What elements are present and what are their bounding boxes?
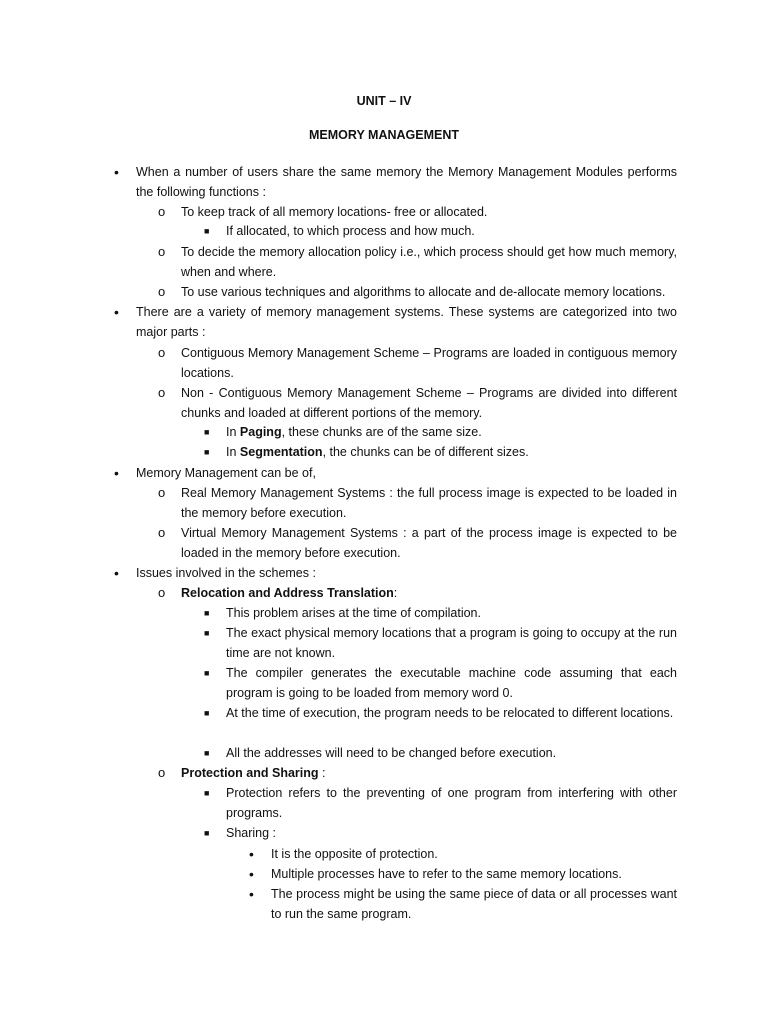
bullet-circle-icon: o bbox=[158, 485, 166, 500]
list-item-level3: If allocated, to which process and how much. bbox=[226, 224, 475, 238]
list-item-level3: In Segmentation, the chunks can be of different sizes. bbox=[226, 445, 529, 459]
term-protection: Protection and Sharing bbox=[181, 766, 319, 780]
bullet-dot-icon: • bbox=[249, 886, 254, 902]
term-paging: Paging bbox=[239, 425, 282, 439]
list-item-level3: The compiler generates the executable machine code assuming that each program is going to be loaded from memory word 0. bbox=[226, 666, 677, 700]
term-segmentation: Segmentation bbox=[239, 445, 323, 459]
list-item-level2: To use various techniques and algorithms to allocate and de-allocate memory locations. bbox=[181, 285, 666, 299]
bullet-square-icon: ■ bbox=[204, 788, 210, 798]
bullet-disc-icon: • bbox=[114, 164, 119, 180]
bullet-square-icon: ■ bbox=[204, 226, 210, 236]
bullet-circle-icon: o bbox=[158, 765, 166, 780]
bullet-square-icon: ■ bbox=[204, 748, 210, 758]
bullet-square-icon: ■ bbox=[204, 668, 210, 678]
bullet-disc-icon: • bbox=[114, 465, 119, 481]
bullet-square-icon: ■ bbox=[204, 427, 210, 437]
bullet-square-icon: ■ bbox=[204, 708, 210, 718]
list-item-level4: The process might be using the same piece of data or all processes want to run the same program. bbox=[271, 887, 677, 921]
list-item-level3: Protection refers to the preventing of one program from interfering with other programs. bbox=[226, 786, 677, 820]
bullet-circle-icon: o bbox=[158, 385, 166, 400]
bullet-disc-icon: • bbox=[114, 304, 119, 320]
bullet-dot-icon: • bbox=[249, 866, 254, 882]
list-item-level1: When a number of users share the same memory the Memory Management Modules performs the following functions : bbox=[136, 165, 677, 199]
list-item-level3: All the addresses will need to be changed before execution. bbox=[226, 746, 557, 760]
list-item-level3: The exact physical memory locations that a program is going to occupy at the run time are not known. bbox=[226, 626, 677, 660]
bullet-circle-icon: o bbox=[158, 244, 166, 259]
bullet-circle-icon: o bbox=[158, 345, 166, 360]
list-item-level2: To decide the memory allocation policy i.e., which process should get how much memory, when and where. bbox=[181, 245, 677, 279]
list-item-level2: Non - Contiguous Memory Management Scheme – Programs are divided into different chunks and loaded at different portions of the memory. bbox=[181, 386, 677, 420]
bullet-circle-icon: o bbox=[158, 585, 166, 600]
list-item-level3: In Paging, these chunks are of the same size. bbox=[226, 425, 482, 439]
bullet-square-icon: ■ bbox=[204, 628, 210, 638]
bullet-square-icon: ■ bbox=[204, 608, 210, 618]
list-item-level4: Multiple processes have to refer to the same memory locations. bbox=[271, 867, 622, 881]
list-item-level3: Sharing : bbox=[226, 826, 277, 840]
list-item-level2: Protection and Sharing : bbox=[181, 766, 326, 780]
bullet-dot-icon: • bbox=[249, 846, 254, 862]
list-item-level2: Relocation and Address Translation: bbox=[181, 586, 398, 600]
list-item-level2: Virtual Memory Management Systems : a part of the process image is expected to be loaded in the memory before execution. bbox=[181, 526, 677, 560]
bullet-circle-icon: o bbox=[158, 284, 166, 299]
list-item-level2: To keep track of all memory locations- free or allocated. bbox=[181, 205, 488, 219]
bullet-square-icon: ■ bbox=[204, 828, 210, 838]
section-title: MEMORY MANAGEMENT bbox=[309, 128, 459, 142]
bullet-square-icon: ■ bbox=[204, 447, 210, 457]
list-item-level3: At the time of execution, the program needs to be relocated to different locations. bbox=[226, 706, 674, 720]
list-item-level4: It is the opposite of protection. bbox=[271, 847, 438, 861]
list-item-level3: This problem arises at the time of compilation. bbox=[226, 606, 481, 620]
bullet-circle-icon: o bbox=[158, 204, 166, 219]
list-item-level2: Real Memory Management Systems : the full process image is expected to be loaded in the memory before execution. bbox=[181, 486, 677, 520]
bullet-circle-icon: o bbox=[158, 525, 166, 540]
list-item-level1: Issues involved in the schemes : bbox=[136, 566, 316, 580]
term-relocation: Relocation and Address Translation bbox=[181, 586, 394, 600]
list-item-level1: Memory Management can be of, bbox=[136, 466, 316, 480]
list-item-level2: Contiguous Memory Management Scheme – Programs are loaded in contiguous memory locations. bbox=[181, 346, 677, 380]
unit-title: UNIT – IV bbox=[356, 94, 412, 108]
list-item-level1: There are a variety of memory management systems. These systems are categorized into two major parts : bbox=[136, 305, 677, 339]
bullet-disc-icon: • bbox=[114, 565, 119, 581]
